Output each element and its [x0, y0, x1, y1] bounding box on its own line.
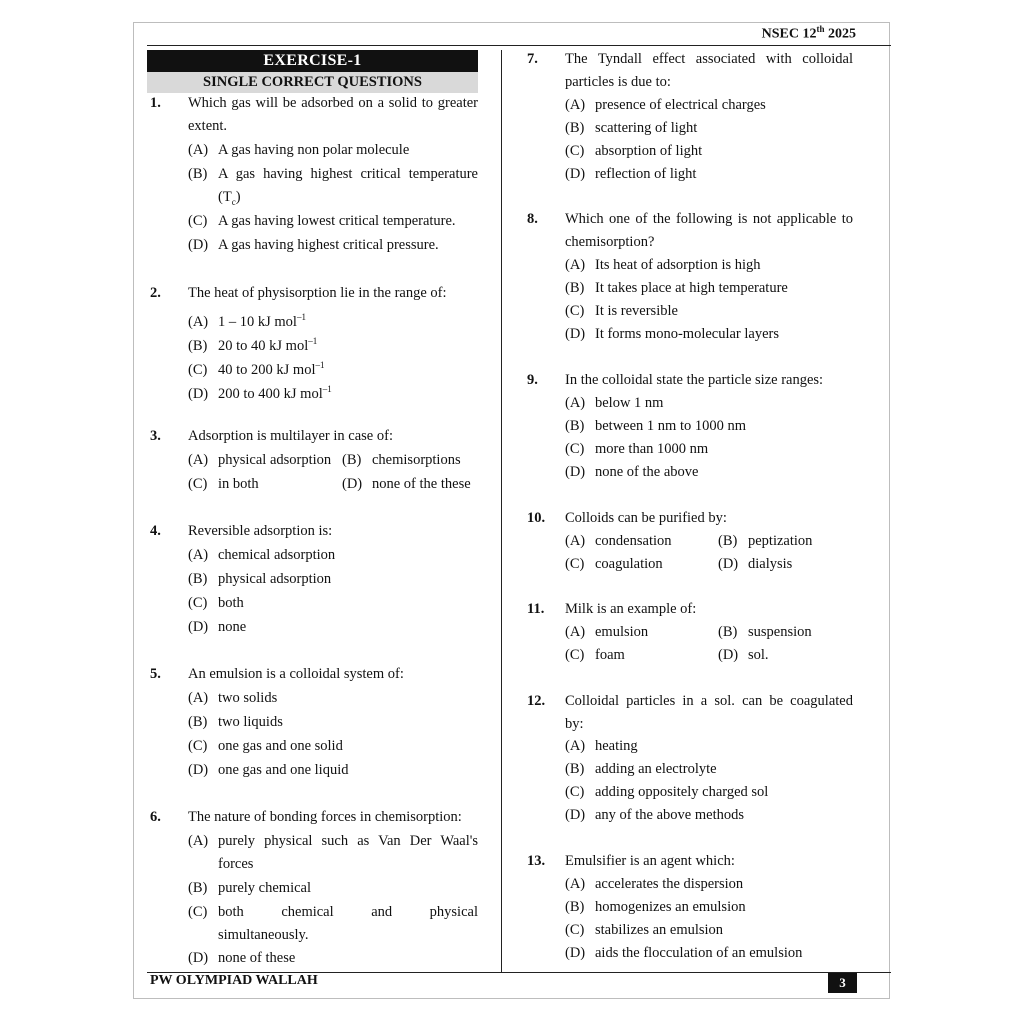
- question-stem: The nature of bonding forces in chemisorption:: [188, 809, 462, 825]
- question-number: 1.: [150, 95, 161, 111]
- option-d[interactable]: (D) one gas and one liquid: [188, 762, 349, 778]
- question-number: 7.: [527, 51, 538, 67]
- option-d[interactable]: (D) none of the above: [565, 464, 699, 480]
- option-a[interactable]: (A) 1 – 10 kJ mol$^{-1}$: [188, 312, 306, 330]
- option-c[interactable]: (C) both chemical and physical simultaneously.: [188, 904, 478, 943]
- option-c[interactable]: (C) both: [188, 595, 244, 611]
- option-a[interactable]: (A) heating: [565, 738, 638, 754]
- question-6: [150, 806, 478, 972]
- option-a[interactable]: (A) condensation: [565, 533, 672, 549]
- question-stem: An emulsion is a colloidal system of:: [188, 666, 404, 682]
- option-c[interactable]: (C) It is reversible: [565, 303, 678, 319]
- question-1: [150, 92, 478, 262]
- question-5: [150, 663, 478, 783]
- option-c[interactable]: (C) coagulation: [565, 556, 663, 572]
- option-a[interactable]: (A) physical adsorption: [188, 452, 332, 468]
- question-number: 3.: [150, 428, 161, 444]
- option-b[interactable]: (B) It takes place at high temperature: [565, 280, 788, 296]
- question-10: [527, 507, 855, 577]
- option-c[interactable]: (C) 40 to 200 kJ mol$^{-1}$: [188, 360, 325, 378]
- option-b[interactable]: (B) physical adsorption: [188, 571, 332, 587]
- question-9: [527, 369, 855, 485]
- question-13: [527, 850, 855, 966]
- option-c[interactable]: (C) foam: [565, 647, 625, 663]
- option-b[interactable]: (B) suspension: [718, 624, 812, 640]
- option-a[interactable]: (A) purely physical such as Van Der Waal's forces: [188, 833, 478, 872]
- option-d[interactable]: (D) dialysis: [718, 556, 793, 572]
- question-stem: Colloids can be purified by:: [565, 510, 727, 526]
- question-2: [150, 282, 478, 402]
- question-stem: Colloidal particles in a sol. can be coagulated by:: [565, 693, 853, 732]
- question-12: [527, 690, 855, 830]
- question-number: 8.: [527, 211, 538, 227]
- option-a[interactable]: (A) two solids: [188, 690, 278, 706]
- option-d[interactable]: (D) none of the these: [342, 476, 471, 492]
- option-c[interactable]: (C) A gas having lowest critical temperature.: [188, 213, 456, 229]
- question-3: [150, 425, 478, 495]
- option-a[interactable]: (A) chemical adsorption: [188, 547, 336, 563]
- question-stem: Which one of the following is not applicable to chemisorption?: [565, 211, 853, 250]
- option-a[interactable]: (A) presence of electrical charges: [565, 97, 766, 113]
- option-c[interactable]: (C) in both: [188, 476, 259, 492]
- question-number: 12.: [527, 693, 546, 709]
- page-header: NSEC 12th 2025: [761, 24, 856, 42]
- question-stem: In the colloidal state the particle size ranges:: [565, 372, 824, 388]
- question-number: 11.: [527, 601, 545, 617]
- question-number: 2.: [150, 285, 161, 301]
- page-number: 3: [828, 973, 857, 993]
- exercise-subtitle: SINGLE CORRECT QUESTIONS: [147, 72, 478, 93]
- question-7: [527, 48, 855, 188]
- question-stem: Milk is an example of:: [565, 601, 697, 617]
- question-11: [527, 598, 855, 668]
- option-a[interactable]: (A) below 1 nm: [565, 395, 664, 411]
- option-b[interactable]: (B) peptization: [718, 533, 813, 549]
- option-d[interactable]: (D) It forms mono-molecular layers: [565, 326, 780, 342]
- option-d[interactable]: (D) none: [188, 619, 247, 635]
- option-d[interactable]: (D) none of these: [188, 950, 296, 966]
- question-number: 9.: [527, 372, 538, 388]
- exercise-title: EXERCISE-1: [147, 50, 478, 72]
- option-c[interactable]: (C) more than 1000 nm: [565, 441, 709, 457]
- question-stem: The heat of physisorption lie in the range of:: [188, 285, 447, 301]
- option-c[interactable]: (C) stabilizes an emulsion: [565, 922, 724, 938]
- question-4: [150, 520, 478, 640]
- option-a[interactable]: (A) emulsion: [565, 624, 649, 640]
- question-stem: Which gas will be adsorbed on a solid to greater extent.: [188, 95, 478, 134]
- question-number: 4.: [150, 523, 161, 539]
- option-d[interactable]: (D) any of the above methods: [565, 807, 744, 823]
- option-d[interactable]: (D) reflection of light: [565, 166, 697, 182]
- question-stem: Reversible adsorption is:: [188, 523, 333, 539]
- option-b[interactable]: (B) chemisorptions: [342, 452, 461, 468]
- footer-brand: PW OLYMPIAD WALLAH: [150, 973, 318, 988]
- question-number: 5.: [150, 666, 161, 682]
- question-number: 13.: [527, 853, 546, 869]
- option-c[interactable]: (C) adding oppositely charged sol: [565, 784, 769, 800]
- option-a[interactable]: (A) A gas having non polar molecule: [188, 142, 410, 158]
- option-b[interactable]: (B) homogenizes an emulsion: [565, 899, 746, 915]
- option-d[interactable]: (D) A gas having highest critical pressure.: [188, 237, 439, 253]
- option-b[interactable]: (B) between 1 nm to 1000 nm: [565, 418, 747, 434]
- question-number: 10.: [527, 510, 546, 526]
- question-8: [527, 208, 855, 348]
- option-d[interactable]: (D) aids the flocculation of an emulsion: [565, 945, 803, 961]
- header-rule: [147, 45, 891, 46]
- question-stem: Emulsifier is an agent which:: [565, 853, 735, 869]
- option-b[interactable]: (B) adding an electrolyte: [565, 761, 717, 777]
- question-stem: Adsorption is multilayer in case of:: [188, 428, 393, 444]
- option-c[interactable]: (C) absorption of light: [565, 143, 703, 159]
- option-b[interactable]: (B) purely chemical: [188, 880, 311, 896]
- column-divider: [501, 50, 502, 972]
- option-d[interactable]: (D) sol.: [718, 647, 769, 663]
- option-d[interactable]: (D) 200 to 400 kJ mol$^{-1}$: [188, 384, 332, 402]
- option-c[interactable]: (C) one gas and one solid: [188, 738, 343, 754]
- option-b[interactable]: (B) scattering of light: [565, 120, 698, 136]
- question-number: 6.: [150, 809, 161, 825]
- option-a[interactable]: (A) Its heat of adsorption is high: [565, 257, 761, 273]
- option-a[interactable]: (A) accelerates the dispersion: [565, 876, 744, 892]
- question-stem: The Tyndall effect associated with colloidal particles is due to:: [565, 51, 853, 90]
- option-b[interactable]: (B) 20 to 40 kJ mol$^{-1}$: [188, 336, 318, 354]
- option-b[interactable]: (B) two liquids: [188, 714, 283, 730]
- option-b[interactable]: (B) A gas having highest critical temperature $(T_c)$: [188, 166, 478, 207]
